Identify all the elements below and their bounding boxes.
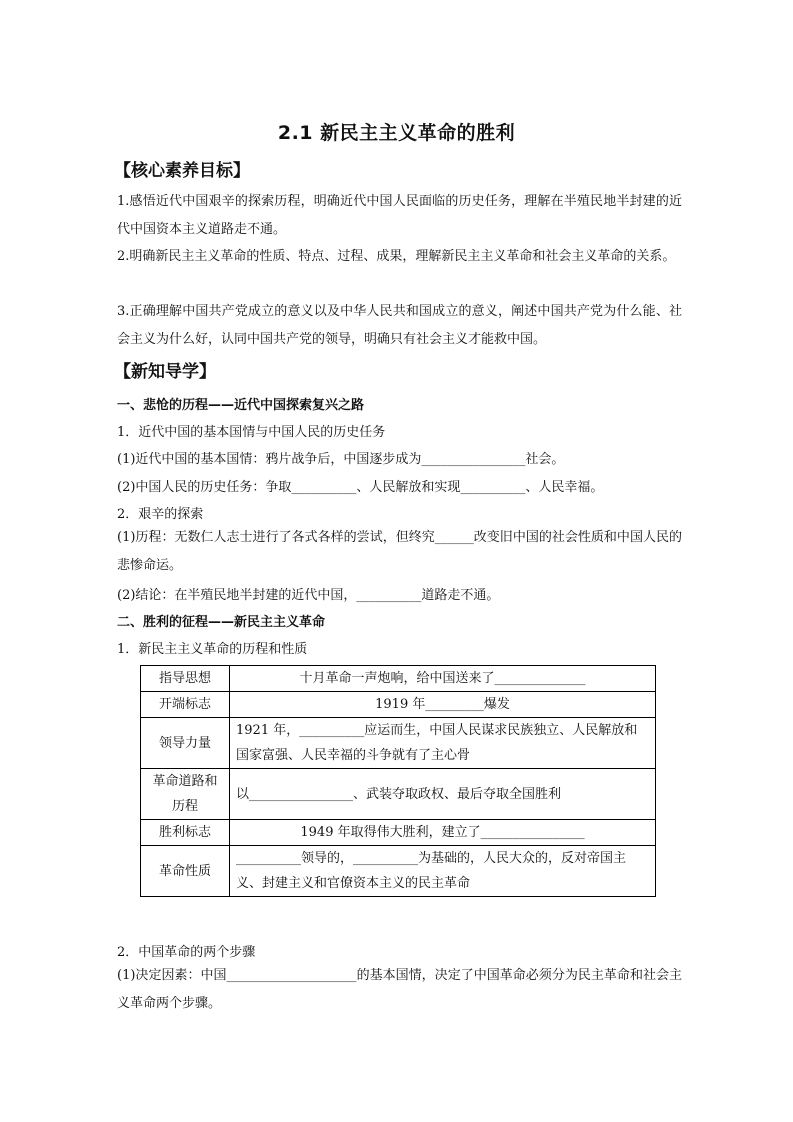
part1-s2-2: (2)结论：在半殖民地半封建的近代中国，__________道路走不通。 [117,588,500,603]
table-value: 十月革命一声炮响，给中国送来了______________ [230,666,656,692]
table-row [141,692,656,718]
part1-s2-1: (1)历程：无数仁人志士进行了各式各样的尝试，但终究______改变旧中国的社会性质和中国人民的悲惨命运。 [117,530,682,573]
part1-title: 一、悲怆的历程——近代中国探索复兴之路 [117,398,365,413]
table-value: 1949 年取得伟大胜利，建立了________________ [230,820,656,846]
table-value: 1921 年，__________应运而生，中国人民谋求民族独立、人民解放和国家富强、人民幸福的斗争就有了主心骨 [230,718,656,769]
table-value: 以________________、武装夺取政权、最后夺取全国胜利 [230,769,656,820]
part2-s2: 2．中国革命的两个步骤 [117,945,256,960]
core-goals-heading: 【核心素养目标】 [114,161,250,181]
table-key: 领导力量 [141,718,230,769]
part1-s1-1: (1)近代中国的基本国情：鸦片战争后，中国逐步成为________________社会。 [117,452,565,467]
table-row [141,846,656,897]
table-row [141,769,656,820]
part1-s1-2: (2)中国人民的历史任务：争取__________、人民解放和实现__________、人民幸福。 [117,480,604,495]
goal-item-2: 2.明确新民主主义革命的性质、特点、过程、成果，理解新民主主义革命和社会主义革命的关系。 [117,249,676,264]
goal-item-1: 1.感悟近代中国艰辛的探索历程，明确近代中国人民面临的历史任务，理解在半殖民地半封建的近代中国资本主义道路走不通。 [117,194,682,237]
table-key: 革命性质 [141,846,230,897]
table-key: 胜利标志 [141,820,230,846]
table-value: 1919 年_________爆发 [230,692,656,718]
part1-s2: 2．艰辛的探索 [117,507,204,522]
page-title: 2.1 新民主主义革命的胜利 [277,122,516,144]
table-key: 革命道路和历程 [141,769,230,820]
revolution-table [140,665,656,897]
table-row [141,820,656,846]
new-knowledge-heading: 【新知导学】 [114,362,216,382]
table-key: 开端标志 [141,692,230,718]
table-row [141,666,656,692]
part2-title: 二、胜利的征程——新民主主义革命 [117,615,326,630]
table-value: __________领导的，__________为基础的，人民大众的，反对帝国主义、封建主义和官僚资本主义的民主革命 [230,846,656,897]
goal-item-3: 3.正确理解中国共产党成立的意义以及中华人民共和国成立的意义，阐述中国共产党为什么能、社会主义为什么好，认同中国共产党的领导，明确只有社会主义才能救中国。 [117,304,682,347]
part2-s1: 1．新民主主义革命的历程和性质 [117,642,308,657]
table-key: 指导思想 [141,666,230,692]
part2-s2-1: (1)决定因素：中国____________________的基本国情，决定了中国革命必须分为民主革命和社会主义革命两个步骤。 [117,968,682,1011]
part1-s1: 1．近代中国的基本国情与中国人民的历史任务 [117,425,386,440]
table-row [141,718,656,769]
